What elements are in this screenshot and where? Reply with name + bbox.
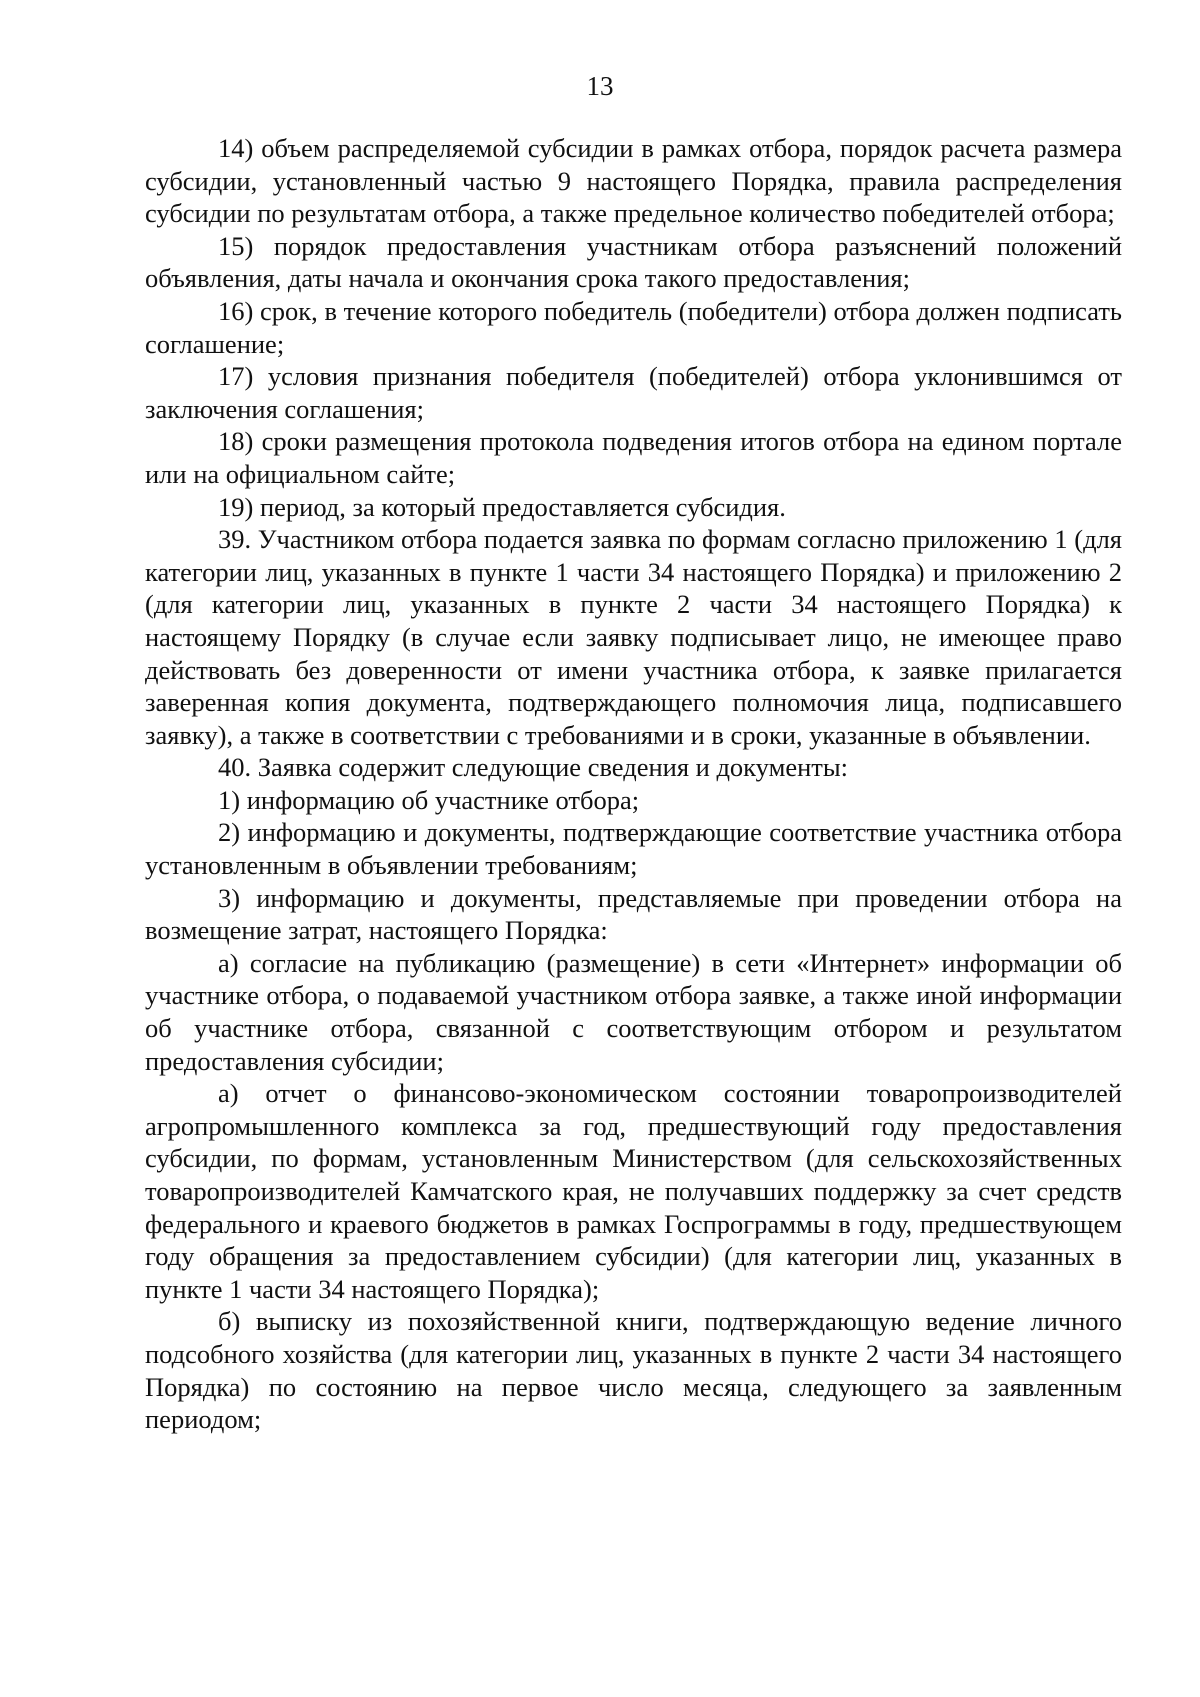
paragraph-item-16: 16) срок, в течение которого победитель (победители) отбора должен подписать соглашение; [145,295,1122,359]
paragraph-letter-b: б) выписку из похозяйственной книги, подтверждающую ведение личного подсобного хозяйства (для категории лиц, указанных в пункте 2 части 34 настоящего Порядка) по состоянию на первое число месяца, следующего за заявленным периодом; [145,1306,1122,1435]
paragraph-item-15: 15) порядок предоставления участникам отбора разъяснений положений объявления, даты начала и окончания срока такого предоставления; [145,230,1122,294]
paragraph-section-39: 39. Участником отбора подается заявка по формам согласно приложению 1 (для категории лиц, указанных в пункте 1 части 34 настоящего Порядка) и приложению 2 (для категории лиц, указанных в пункте 2 части 34 настоящего Порядка) к настоящему Порядку (в случае если заявку подписывает лицо, не имеющее право действовать без доверенности от имени участника отбора, к заявке прилагается заверенная копия документа, подтверждающего полномочия лица, подписавшего заявку), а также в соответствии с требованиями и в сроки, указанные в объявлении. [145,524,1122,750]
page-number: 13 [586,71,614,101]
paragraph-subitem-3: 3) информацию и документы, представляемые при проведении отбора на возмещение затрат, настоящего Порядка: [145,882,1122,946]
paragraph-item-18: 18) сроки размещения протокола подведения итогов отбора на едином портале или на официальном сайте; [145,426,1122,489]
paragraph-letter-a-consent: а) согласие на публикацию (размещение) в сети «Интернет» информации об участнике отбора, о подаваемой участником отбора заявке, а также иной информации об участнике отбора, связанной с соответствующим отбором и результатом предоставления субсидии; [145,947,1122,1076]
paragraph-subitem-2: 2) информацию и документы, подтверждающие соответствие участника отбора установленным в объявлении требованиям; [145,817,1122,881]
paragraph-subitem-1: 1) информацию об участнике отбора; [218,784,640,815]
paragraph-item-14: 14) объем распределяемой субсидии в рамках отбора, порядок расчета размера субсидии, установленный частью 9 настоящего Порядка, правила распределения субсидии по результатам отбора, а также предельное количество победителей отбора; [145,133,1122,229]
paragraph-item-19: 19) период, за который предоставляется субсидия. [218,491,786,522]
document-body [145,132,1122,1436]
paragraph-item-17: 17) условия признания победителя (победителей) отбора уклонившимся от заключения соглашения; [145,361,1122,424]
paragraph-section-40: 40. Заявка содержит следующие сведения и документы: [218,752,849,783]
paragraph-letter-a-report: а) отчет о финансово-экономическом состоянии товаропроизводителей агропромышленного комплекса за год, предшествующий году предоставления субсидии, по формам, установленным Министерством (для сельскохозяйственных товаропроизводителей Камчатского края, не получавших поддержку за счет средств федерального и краевого бюджетов в рамках Госпрограммы в году, предшествующем году обращения за предоставлением субсидии) (для категории лиц, указанных в пункте 1 части 34 настоящего Порядка); [145,1078,1122,1304]
